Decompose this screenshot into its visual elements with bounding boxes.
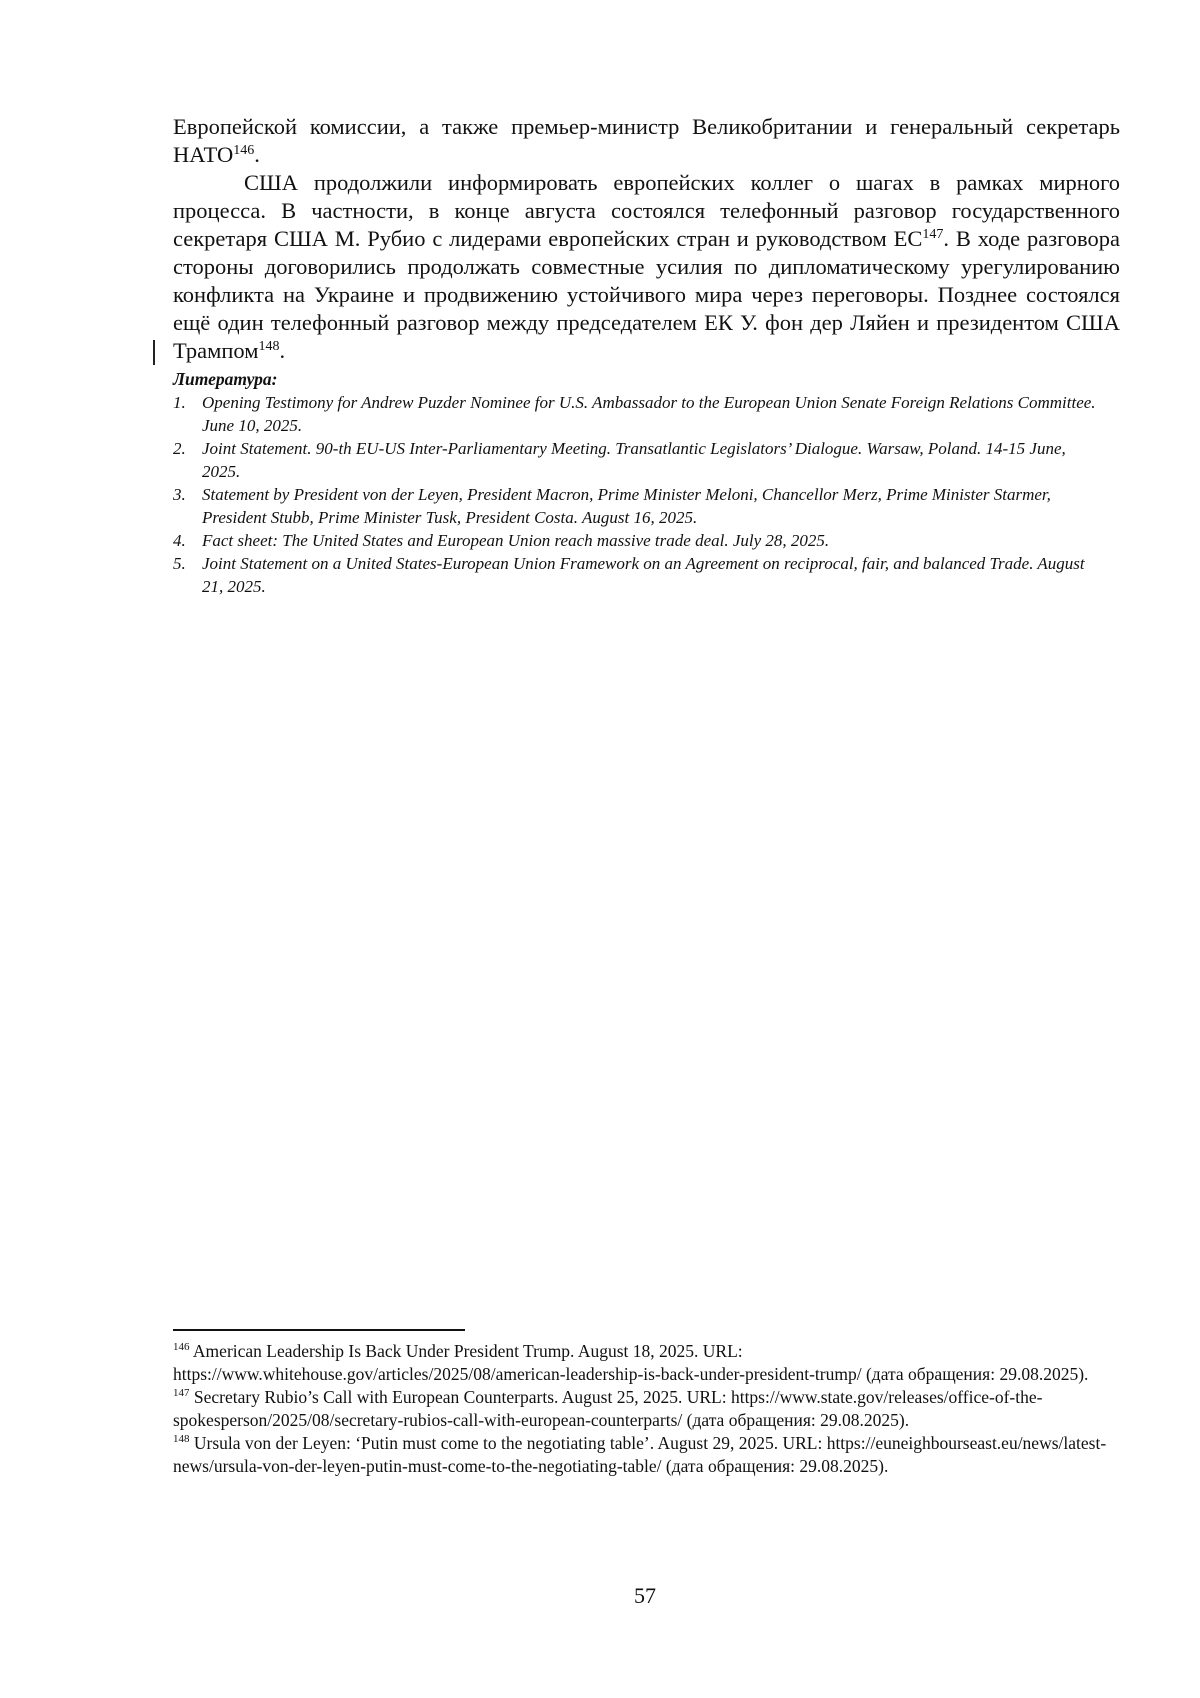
literature-item [173, 391, 1103, 437]
footnote-text: Secretary Rubio’s Call with European Counterparts. August 25, 2025. URL: https://www.state.gov/releases/office-of-the-spokesperson/2025/08/secretary-rubios-call-with-european-counterparts/ (дата обращения: 29.08.2025). [173, 1387, 1043, 1430]
page-number: 57 [634, 1583, 656, 1608]
paragraph-1-end: . [254, 142, 260, 167]
literature-item-text: Fact sheet: The United States and European Union reach massive trade deal. July 28, 2025. [202, 531, 830, 550]
footnote-146 [173, 1340, 1123, 1386]
literature-item-number: 2. [173, 439, 186, 458]
literature-item-text: Joint Statement on a United States-European Union Framework on an Agreement on reciprocal, fair, and balanced Trade. August 21, 2025. [202, 554, 1085, 596]
literature-item-number: 4. [173, 531, 186, 550]
footnote-number: 146 [173, 1341, 190, 1353]
footnote-separator [173, 1329, 465, 1331]
literature-heading: Литература: [173, 369, 278, 389]
main-text [173, 113, 1120, 365]
literature-item [173, 529, 1103, 552]
footnote-text: American Leadership Is Back Under President Trump. August 18, 2025. URL: https://www.whitehouse.gov/articles/2025/08/american-leadership-is-back-under-president-trump/ (дата обращения: 29.08.2025). [173, 1341, 1089, 1384]
footnote-147 [173, 1386, 1123, 1432]
paragraph-1 [173, 113, 1120, 169]
paragraph-2-text-a: США продолжили информировать европейских коллег о шагах в рамках мирного процесса. В частности, в конце августа состоялся телефонный разговор государственного секретаря США М. Рубио с лидерами европейских стран и руководством ЕС [173, 170, 1120, 251]
footnote-ref-147[interactable]: 147 [922, 227, 944, 242]
literature-item [173, 552, 1103, 598]
literature-item-text: Statement by President von der Leyen, President Macron, Prime Minister Meloni, Chancellor Merz, Prime Minister Starmer, President Stubb, Prime Minister Tusk, President Costa. August 16, 2025. [202, 485, 1051, 527]
literature-item-number: 5. [173, 554, 186, 573]
literature-item [173, 483, 1103, 529]
literature-list [173, 391, 1103, 598]
revision-change-bar [153, 340, 155, 365]
paragraph-2-end: . [279, 338, 286, 363]
footnote-number: 147 [173, 1387, 190, 1399]
footnote-text: Ursula von der Leyen: ‘Putin must come to the negotiating table’. August 29, 2025. URL: https://euneighbourseast.eu/news/latest-news/ursula-von-der-leyen-putin-must-come-to-the-negotiating-table/ (дата обращения: 29.08.2025). [173, 1433, 1107, 1476]
paragraph-2 [173, 169, 1120, 365]
footnote-number: 148 [173, 1433, 190, 1445]
literature-item-text: Opening Testimony for Andrew Puzder Nominee for U.S. Ambassador to the European Union Senate Foreign Relations Committee. June 10, 2025. [202, 393, 1096, 435]
paragraph-1-text: Европейской комиссии, а также премьер-министр Великобритании и генеральный секретарь НАТО [173, 114, 1120, 167]
literature-item-text: Joint Statement. 90-th EU-US Inter-Parliamentary Meeting. Transatlantic Legislators’ Dialogue. Warsaw, Poland. 14-15 June, 2025. [202, 439, 1066, 481]
footnote-ref-148[interactable]: 148 [258, 339, 280, 354]
footnote-148 [173, 1432, 1123, 1478]
literature-item-number: 3. [173, 485, 186, 504]
footnote-ref-146[interactable]: 146 [233, 143, 255, 158]
paragraph-2-text-b: . В ходе разговора стороны договорились продолжать совместные усилия по дипломатическому урегулированию конфликта на Украине и продвижению устойчивого мира через переговоры. Позднее состоялся ещё один телефонный разговор между председателем ЕК У. фон дер Ляйен и президентом США Трампом [173, 226, 1120, 363]
literature-item [173, 437, 1103, 483]
footnotes [173, 1340, 1123, 1478]
literature-item-number: 1. [173, 393, 186, 412]
